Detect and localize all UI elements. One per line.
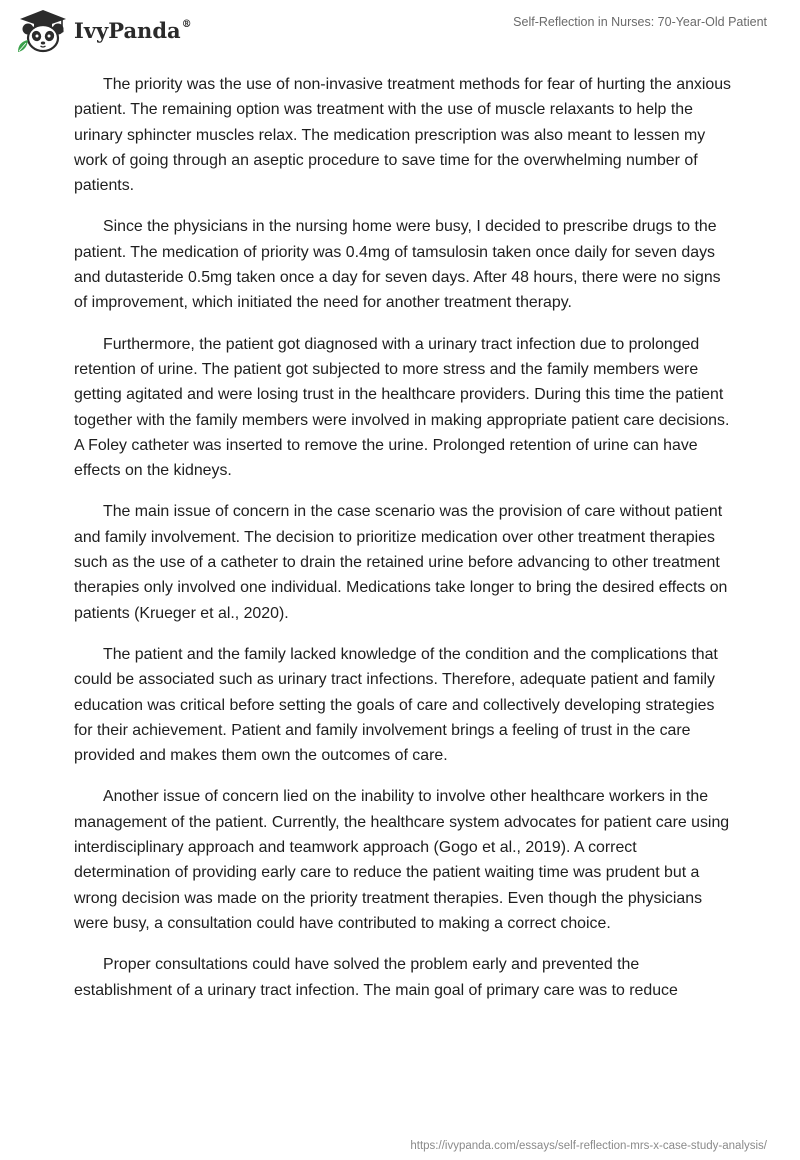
brand-name: IvyPanda® (74, 17, 192, 43)
ivypanda-logo[interactable] (14, 8, 192, 54)
document-title: Self-Reflection in Nurses: 70-Year-Old Patient (513, 15, 767, 29)
paragraph: Furthermore, the patient got diagnosed with a urinary tract infection due to prolonged retention of urine. The patient got subjected to more stress and the family members were getting agitated and were losing trust in the healthcare providers. During this time the patient together with the family members were involved in making appropriate patient care decisions. A Foley catheter was inserted to remove the urine. Prolonged retention of urine can have effects on the kidneys. (74, 335, 730, 480)
paragraph: The main issue of concern in the case scenario was the provision of care without patient and family involvement. The decision to prioritize medication over other treatment therapies such as the use of a catheter to drain the retained urine before advancing to other treatment therapies only involved one individual. Medications take longer to bring the desired effects on patients (Krueger et al., 2020). (74, 503, 728, 622)
paragraph: Another issue of concern lied on the inability to involve other healthcare workers in the management of the patient. Currently, the healthcare system advocates for patient care using interdisciplinary approach and teamwork approach (Gogo et al., 2019). A correct determination of providing early care to reduce the patient waiting time was prudent but a wrong decision was made on the priority treatment therapies. Even though the physicians were busy, a consultation could have contributed to making a correct choice. (74, 788, 730, 932)
paragraph: Since the physicians in the nursing home were busy, I decided to prescribe drugs to the patient. The medication of priority was 0.4mg of tamsulosin taken once daily for seven days and dutasteride 0.5mg taken once a day for seven days. After 48 hours, there were no signs of improvement, which initiated the need for another treatment therapy. (74, 218, 721, 312)
panda-icon (14, 8, 72, 54)
paragraph: Proper consultations could have solved the problem early and prevented the establishment of a urinary tract infection. The main goal of primary care was to reduce (74, 956, 678, 999)
paragraph: The patient and the family lacked knowledge of the condition and the complications that could be associated such as urinary tract infections. Therefore, adequate patient and family education was critical before setting the goals of care and collectively developing strategies for their achievement. Patient and family involvement brings a feeling of trust in the care provided and makes them own the outcomes of care. (74, 645, 718, 765)
essay-body (74, 72, 734, 1019)
source-url-link[interactable]: https://ivypanda.com/essays/self-reflection-mrs-x-case-study-analysis/ (410, 1140, 767, 1152)
paragraph: The priority was the use of non-invasive treatment methods for fear of hurting the anxious patient. The remaining option was treatment with the use of muscle relaxants to help the urinary sphincter muscles relax. The medication prescription was also meant to lessen my work of going through an aseptic procedure to save time for the overwhelming number of patients. (74, 76, 732, 195)
registered-mark: ® (181, 18, 192, 30)
page-header (0, 0, 800, 60)
